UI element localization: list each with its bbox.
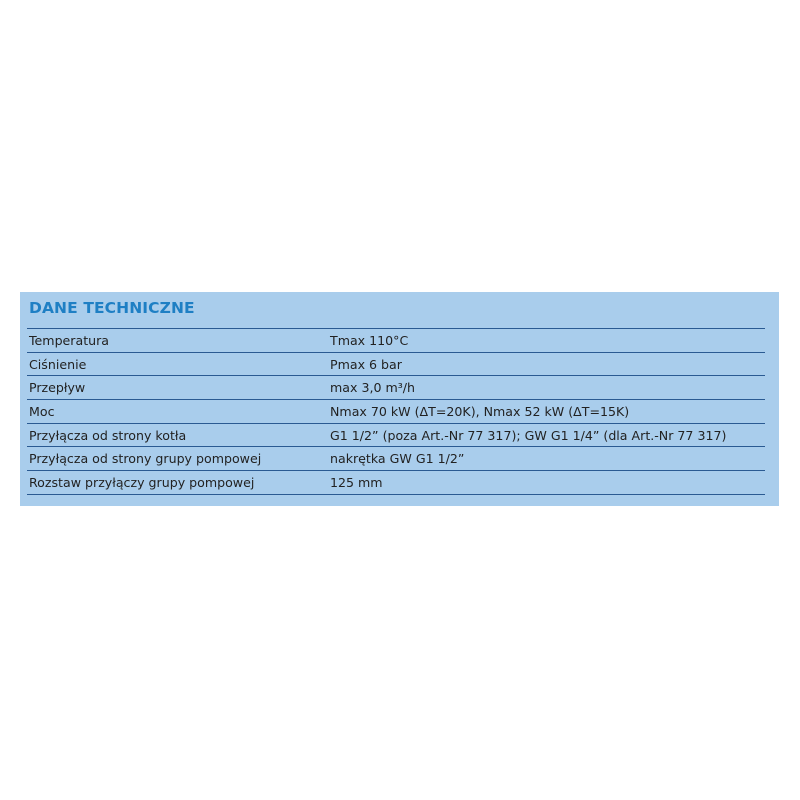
spec-value: max 3,0 m³/h <box>328 376 765 400</box>
spec-value: 125 mm <box>328 471 765 495</box>
spec-label: Ciśnienie <box>27 352 328 376</box>
spec-value: nakrętka GW G1 1/2” <box>328 447 765 471</box>
spec-label: Przyłącza od strony kotła <box>27 423 328 447</box>
table-row <box>27 471 765 495</box>
panel-title: DANE TECHNICZNE <box>29 299 195 317</box>
spec-label: Przyłącza od strony grupy pompowej <box>27 447 328 471</box>
spec-label: Temperatura <box>27 329 328 353</box>
spec-value: Nmax 70 kW (ΔT=20K), Nmax 52 kW (ΔT=15K) <box>328 400 765 424</box>
table-row <box>27 400 765 424</box>
spec-value: G1 1/2” (poza Art.-Nr 77 317); GW G1 1/4” (dla Art.-Nr 77 317) <box>328 423 765 447</box>
table-row <box>27 352 765 376</box>
table-row <box>27 447 765 471</box>
table-row <box>27 423 765 447</box>
spec-label: Przepływ <box>27 376 328 400</box>
table-row <box>27 329 765 353</box>
spec-label: Rozstaw przyłączy grupy pompowej <box>27 471 328 495</box>
spec-label: Moc <box>27 400 328 424</box>
spec-value: Pmax 6 bar <box>328 352 765 376</box>
specs-table <box>27 328 765 495</box>
spec-value: Tmax 110°C <box>328 329 765 353</box>
technical-data-panel <box>20 292 779 506</box>
table-row <box>27 376 765 400</box>
